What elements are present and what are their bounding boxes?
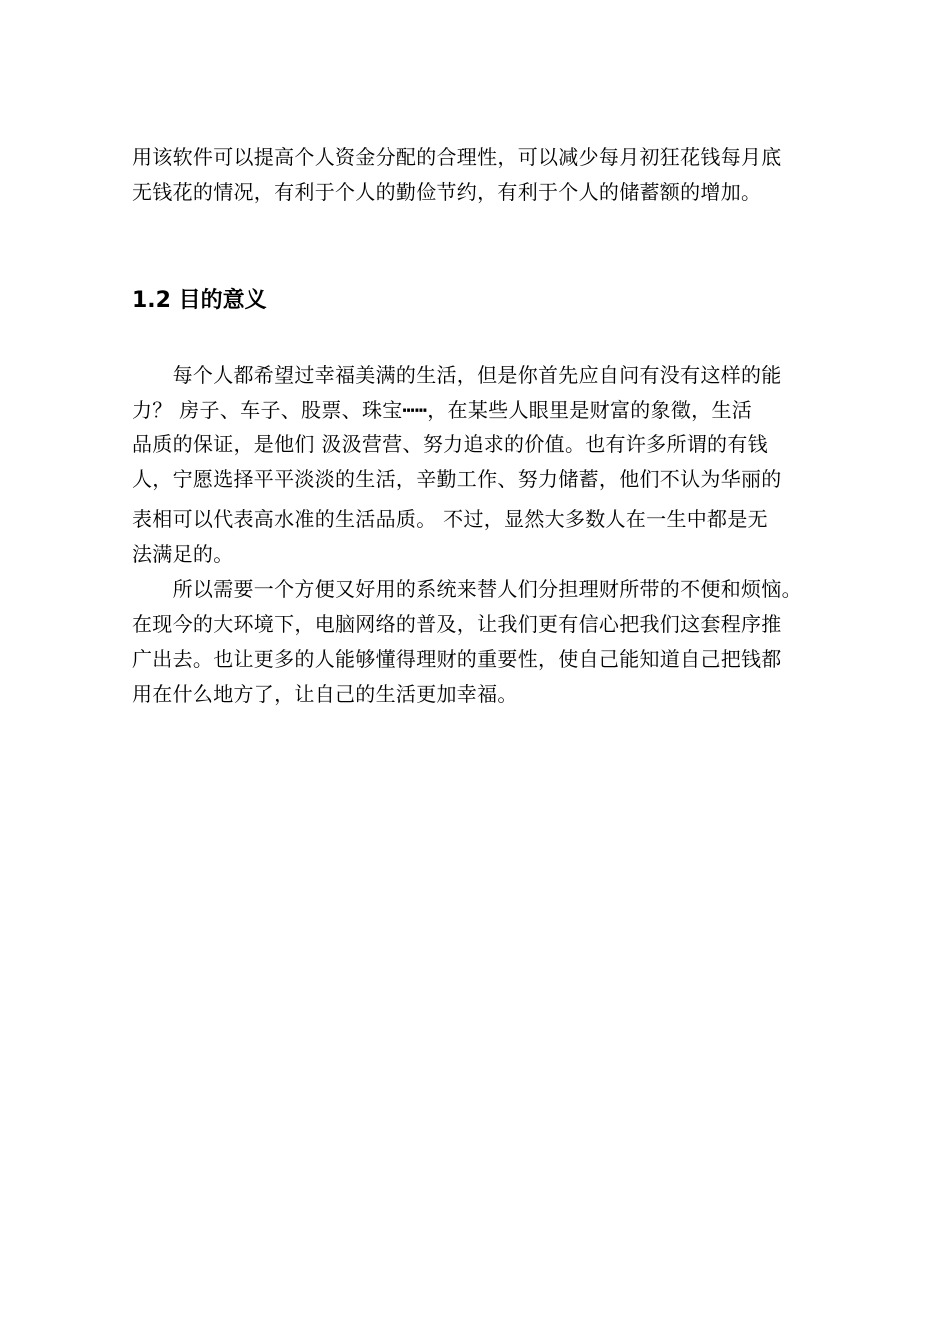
paragraph2-line-3: 广出去。也让更多的人能够懂得理财的重要性，使自己能知道自己把钱都 xyxy=(132,647,782,671)
paragraph2-line-1: 所以需要一个方便又好用的系统来替人们分担理财所带的不便和烦恼。 xyxy=(132,577,802,601)
paragraph2-line-2: 在现今的大环境下，电脑网络的普及，让我们更有信心把我们这套程序推 xyxy=(132,612,782,636)
paragraph1-line-4: 人，宁愿选择平平淡淡的生活，辛勤工作、努力储蓄，他们不认为华丽的 xyxy=(132,467,782,491)
paragraph2-line-4: 用在什么地方了，让自己的生活更加幸福。 xyxy=(132,682,518,706)
intro-line-2: 无钱花的情况，有利于个人的勤俭节约，有利于个人的储蓄额的增加。 xyxy=(132,180,762,204)
paragraph1-line-2: 力？ 房子、车子、股票、珠宝┅┅，在某些人眼里是财富的象徵，生活 xyxy=(132,398,753,422)
paragraph1-line-1: 每个人都希望过幸福美满的生活，但是你首先应自问有没有这样的能 xyxy=(132,363,782,387)
intro-line-1: 用该软件可以提高个人资金分配的合理性，可以减少每月初狂花钱每月底 xyxy=(132,145,782,169)
section-heading: 1.2 目的意义 xyxy=(132,288,267,313)
paragraph1-line-3: 品质的保证，是他们 汲汲营营、努力追求的价值。也有许多所谓的有钱 xyxy=(132,432,768,456)
paragraph1-line-5: 表相可以代表高水准的生活品质。 不过，显然大多数人在一生中都是无 xyxy=(132,507,768,531)
paragraph1-line-6: 法满足的。 xyxy=(132,542,234,566)
